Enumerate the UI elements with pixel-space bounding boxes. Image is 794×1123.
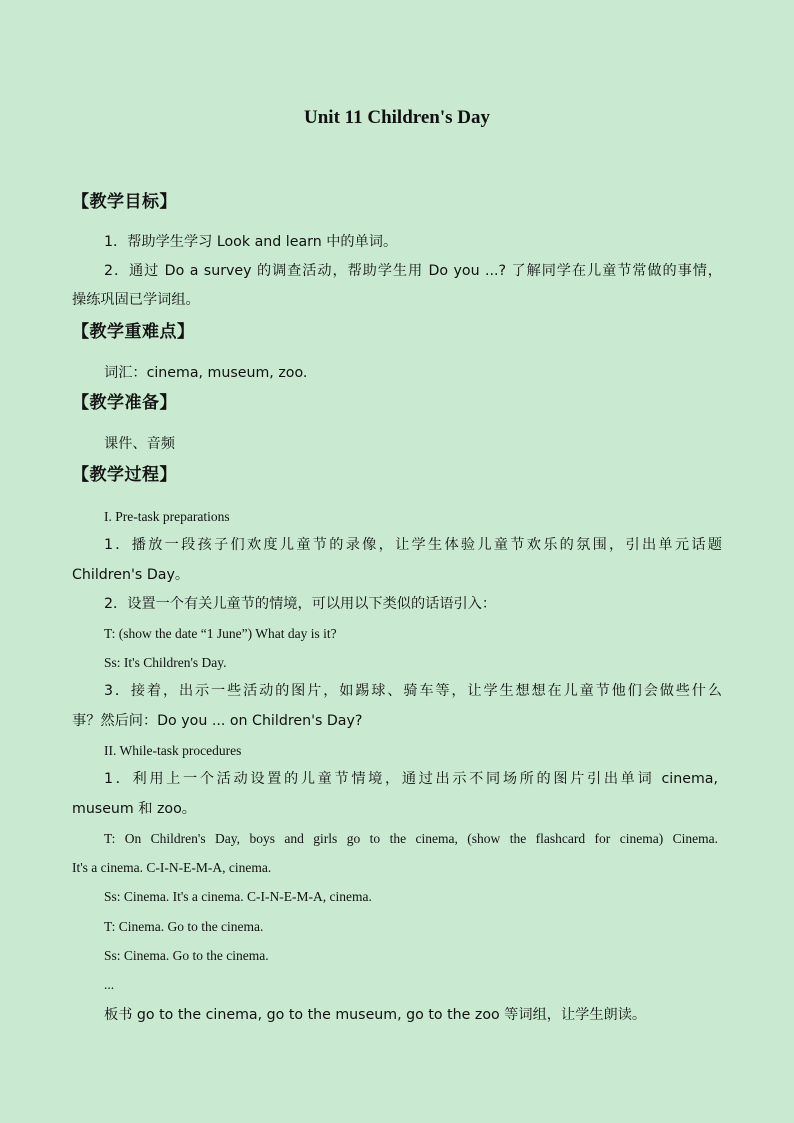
heading-teaching-process: 【教学过程】: [72, 465, 177, 485]
process-line: T: (show the date “1 June”) What day is it?: [104, 626, 337, 641]
process-line: Children's Day。: [72, 567, 190, 583]
process-line: I. Pre-task preparations: [104, 509, 230, 524]
goals-line-3: 操练巩固已学词组。: [72, 292, 200, 308]
preparation-line-1: 课件、音频: [104, 436, 175, 452]
process-line: 2．设置一个有关儿童节的情境，可以用以下类似的话语引入：: [104, 596, 497, 612]
process-line: T: On Children's Day, boys and girls go to the cinema, (show the flashcard for cinema) Cinema.: [104, 831, 718, 846]
process-line: Ss: Cinema. Go to the cinema.: [104, 948, 269, 963]
heading-key-points: 【教学重难点】: [72, 322, 195, 342]
process-line: It's a cinema. C-I-N-E-M-A, cinema.: [72, 860, 272, 875]
heading-teaching-goals: 【教学目标】: [72, 192, 177, 212]
process-line: Ss: Cinema. It's a cinema. C-I-N-E-M-A, cinema.: [104, 889, 372, 904]
process-line: 3．接着，出示一些活动的图片，如踢球、骑车等，让学生想想在儿童节他们会做些什么: [104, 683, 722, 699]
process-line: II. While-task procedures: [104, 743, 242, 758]
process-line: museum 和 zoo。: [72, 801, 196, 817]
document-title: Unit 11 Children's Day: [304, 107, 490, 128]
process-line: 1．播放一段孩子们欢度儿童节的录像，让学生体验儿童节欢乐的氛围，引出单元话题: [104, 537, 722, 553]
process-line: 事？然后问：Do you ... on Children's Day?: [72, 713, 363, 729]
goals-line-1: 1．帮助学生学习 Look and learn 中的单词。: [104, 234, 398, 250]
key-points-line-1: 词汇：cinema, museum, zoo.: [104, 365, 308, 381]
process-line: Ss: It's Children's Day.: [104, 655, 227, 670]
goals-line-2: 2．通过 Do a survey 的调查活动，帮助学生用 Do you ...? 了解同学在儿童节常做的事情，: [104, 263, 722, 279]
process-line: 板书 go to the cinema, go to the museum, go to the zoo 等词组，让学生朗读。: [104, 1007, 647, 1023]
heading-preparation: 【教学准备】: [72, 393, 177, 413]
process-line: 1．利用上一个活动设置的儿童节情境，通过出示不同场所的图片引出单词 cinema,: [104, 771, 718, 787]
process-line: ...: [104, 977, 115, 992]
process-line: T: Cinema. Go to the cinema.: [104, 919, 264, 934]
